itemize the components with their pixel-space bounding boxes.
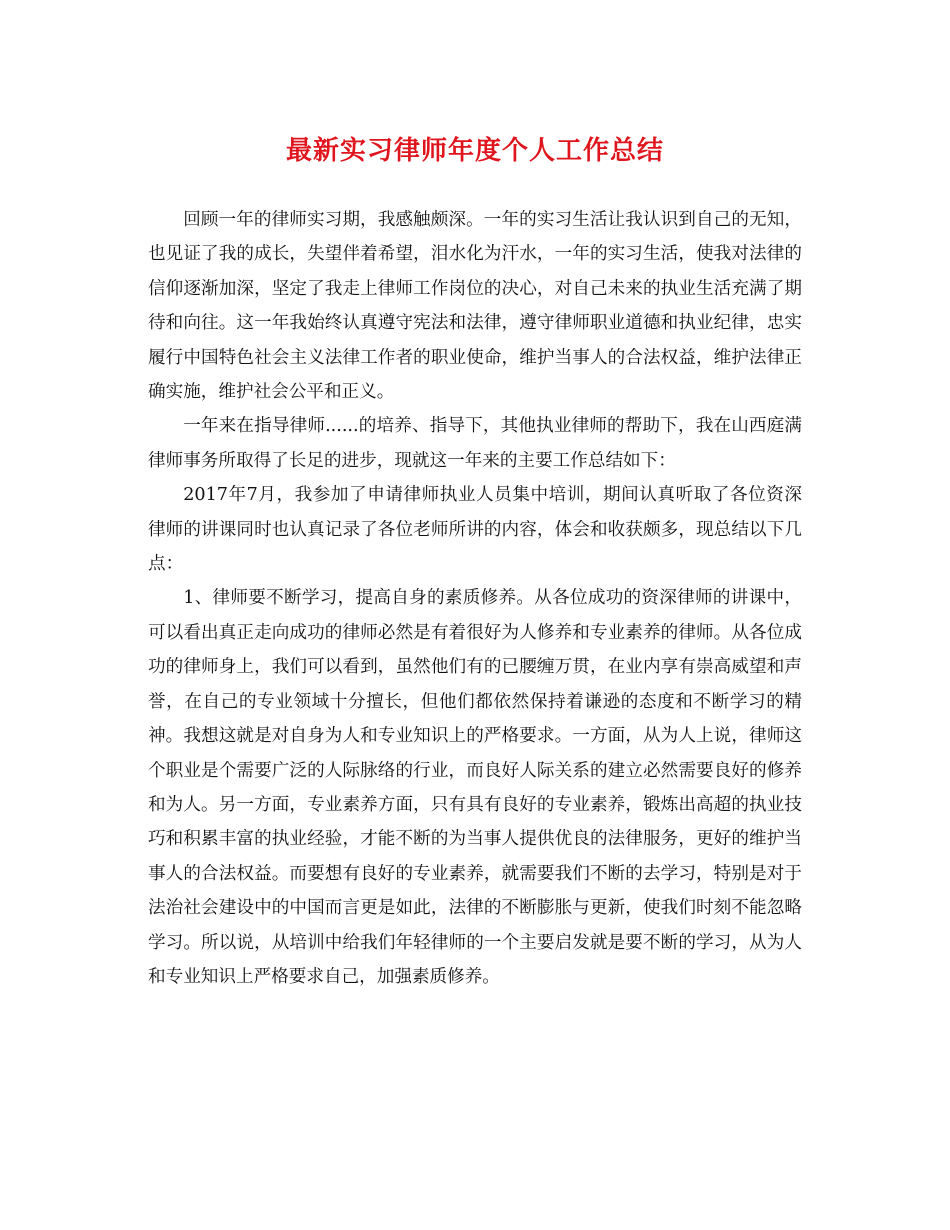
document-body	[148, 203, 802, 994]
document-title: 最新实习律师年度个人工作总结	[285, 136, 664, 166]
paragraph-training: 2017年7月，我参加了申请律师执业人员集中培训，期间认真听取了各位资深律师的讲课同时也认真记录了各位老师所讲的内容，体会和收获颇多，现总结以下几点：	[148, 485, 802, 575]
paragraph-point-1: 1、律师要不断学习，提高自身的素质修养。从各位成功的资深律师的讲课中，可以看出真正走向成功的律师必然是有着很好为人修养和专业素养的律师。从各位成功的律师身上，我们可以看到，虽然他们有的已腰缠万贯，在业内享有崇高威望和声誉，在自己的专业领域十分擅长，但他们都依然保持着谦逊的态度和不断学习的精神。我想这就是对自身为人和专业知识上的严格要求。一方面，从为人上说，律师这个职业是个需要广泛的人际脉络的行业，而良好人际关系的建立必然需要良好的修养和为人。另一方面，专业素养方面，只有具有良好的专业素养，锻炼出高超的执业技巧和积累丰富的执业经验，才能不断的为当事人提供优良的法律服务，更好的维护当事人的合法权益。而要想有良好的专业素养，就需要我们不断的去学习，特别是对于法治社会建设中的中国而言更是如此，法律的不断膨胀与更新，使我们时刻不能忽略学习。所以说，从培训中给我们年轻律师的一个主要启发就是要不断的学习，从为人和专业知识上严格要求自己，加强素质修养。	[148, 588, 802, 987]
paragraph-intro: 回顾一年的律师实习期，我感触颇深。一年的实习生活让我认识到自己的无知，也见证了我的成长，失望伴着希望，泪水化为汗水，一年的实习生活，使我对法律的信仰逐渐加深，坚定了我走上律师工作岗位的决心，对自己未来的执业生活充满了期待和向往。这一年我始终认真遵守宪法和法律，遵守律师职业道德和执业纪律，忠实履行中国特色社会主义法律工作者的职业使命，维护当事人的合法权益，维护法律正确实施，维护社会公平和正义。	[148, 210, 802, 403]
paragraph-mentor: 一年来在指导律师......的培养、指导下，其他执业律师的帮助下，我在山西庭满律师事务所取得了长足的进步，现就这一年来的主要工作总结如下：	[148, 416, 802, 471]
